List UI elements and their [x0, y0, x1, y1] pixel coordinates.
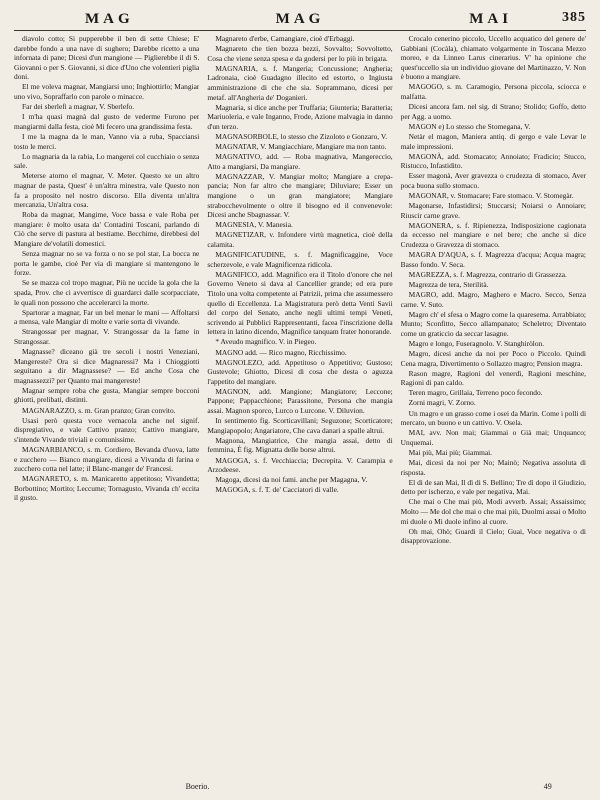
dictionary-entry: MAGNON, add. Mangione; Mangiatore; Leccone; Pappone; Pappacchione; Parassitone, Persona che mangia assai. Magnon sporco, Lurco o Lurcone. V. Diluvion. [207, 386, 393, 416]
dictionary-entry: Roba da magnar, Mangime, Voce bassa e vale Roba per mangiare: è molto usata da' Contadini Toscani, parlando di Ciò che serve di pastura al bestiame. Becchime, direbbesi del Mangiare de'volatili domestici. [14, 210, 200, 248]
dictionary-entry: Rason magre, Ragioni del venerdì, Ragioni meschine, Ragioni di pan caldo. [400, 368, 586, 388]
dictionary-entry: MAGNAZZAR, V. Mangiar molto; Mangiare a crepa-pancia; Non far altro che mangiare; Diluviare; Esser un mangione o un gran mangiatore; Mangiare strabocchevolmente o oltre il bisogno ed il convenevole: Dicesi anche Sbagnassar. V. [207, 171, 393, 220]
dictionary-entry: MAGNOLEZO, add. Appetitoso o Appetitivo; Gustoso; Gustevole; Ghiotto, Dicesi di cosa che desta o aguzza l'appetito del mangiare. [207, 357, 393, 386]
dictionary-entry: MAGON e) Lo stesso che Stomegana, V. [408, 121, 531, 131]
dictionary-entry: Usasi però questa voce vernacola anche nel signif. dispregiativo, e vale Cattivo pranzo; Cattivo mangiare, s'intende Vivande triviali e comunissime. [14, 415, 200, 444]
dictionary-entry: MAGOGO, s. m. Caramogio, Persona piccola, sciocca e malfatta. [400, 82, 586, 102]
dictionary-entry: MAGREZZA, s. f. Magrezza, contrario di Grassezza. [408, 269, 567, 279]
dictionary-entry: Magnasse? diceano già tre secoli i nostri Veneziani, Mangereste? Ora si dice Magnaressi? Ma i Chioggiotti seguitano a dir Magnassese? — Ed anche Cosa che magnassezzi? per Quanto mai mangereste! [14, 347, 200, 385]
dictionary-entry: MAGNATIVO, add. — Roba magnativa, Mangereccio, Atto a mangiarsi, Da mangiare. [207, 152, 393, 171]
dictionary-columns [14, 34, 586, 778]
running-head-right: MAI [469, 10, 513, 27]
dictionary-entry: MAI, avv. Non mai; Giammai o Già mai; Unquanco; Unquemai. [400, 428, 586, 447]
dictionary-entry: MAGNIFICATUDINE, s. f. Magnificaggine, Voce scherzevole, e vale Magnificenza ridicola. [207, 250, 393, 269]
dictionary-entry: Magro, dicesi anche da noi per Poco o Piccolo. Quindi Cena magra, Divertimento o Sollazzo magro; Pension magra. [400, 349, 586, 368]
dictionary-entry: Spartorar a magnar, Far un bel menar le mani — Affoltarsi a mensa, vale Mangiar di molte e varie sorta di vivande. [14, 307, 200, 327]
dictionary-entry: Mai, dicesi da noi per No; Mainò; Negativa assoluta di risposta. [400, 458, 586, 477]
page-footer [14, 782, 586, 794]
dictionary-entry: Esser magonà, Aver gravezza o crudezza di stomaco, Aver poca buona sullo stomaco. [400, 171, 586, 190]
dictionary-entry: Magnar sempre roba che gusta, Mangiar sempre bocconi ghiotti, prelibati, distinti. [14, 385, 200, 405]
dictionary-entry: MAGNARIA, s. f. Mangeria; Concussione; Angheria; Ladronaia, cioè Guadagno illecito ed estorto, o Ingiusta amministrazione di che che sia. Soprammano, dicesi per metaf. all'Angheria de' Doganieri. [207, 63, 393, 102]
dictionary-entry: MAGNARETO, s. m. Manicaretto appetitoso; Vivandetta; Borbottino; Mortito; Leccume; Tornagusto, Vivanda ch' eccita il gusto. [14, 474, 200, 503]
dictionary-entry: MAGOGA, s. f. Vecchiaccia; Decrepita. V. Carampia e Arzodeese. [207, 455, 393, 475]
dictionary-entry: MAGNATAR, V. Mangiacchiare, Mangiare ma non tanto. [215, 142, 387, 152]
dictionary-entry: Magnaria, si dice anche per Truffaria; Giunteria; Baratteria; Mariuoleria, e vale Inganno, Frode, Azione malvagia in danno d'un terzo. [207, 102, 393, 131]
dictionary-entry: I me la magna da le man, Vanno via a ruba, Spacciansi tosto le merci. [14, 131, 200, 151]
dictionary-entry: Dicesi ancora fam. nel sig. di Strano; Stolido; Goffo, detto per Agg. a uomo. [400, 102, 586, 121]
dictionary-entry: Oh mai, Ohò; Guardi il Cielo; Guai, Voce negativa o di disapprovazione. [400, 526, 586, 546]
dictionary-entry: diavolo cotto; Si pupperebbe il ben di sette Chiese; E' darebbe fondo a una nave di sughero; Darebbe ricetto a una infornata di pane; Dicesi d'un mangione — Piglierebbe il di S. Giovanni o per S. Giovanni, si dice d'Uno che volentieri piglia doni. [14, 34, 200, 82]
dictionary-entry: MAGNIFICO, add. Magnifico era il Titolo d'onore che nel Governo Veneto si dava al Cancellier grande; ed era pure Titolo una volta competente ai Patrizii, prima che assumessero quello di Eccellenza. La Magistratura però detta Venti Savii del corpo del Senato, anche negli ultimi tempi Veneti, scrivendo ai Pubblici Rappresentanti, facea l'inscrizione della lettera in latino dicendo, Magnifice tanquam frater honorande. [207, 269, 393, 337]
printer-signature: Boerio. [185, 782, 210, 791]
page-number: 385 [562, 10, 586, 25]
dictionary-entry: Lo magnaria da la rabia, Lo mangerei col cucchiaio o senza sale. [14, 151, 200, 171]
dictionary-entry: * Aveudo magnifico. V. in Piegeo. [215, 337, 317, 347]
dictionary-entry: Magrezza de tera, Sterilità. [408, 279, 489, 289]
dictionary-entry: Teren magro, Grillaia, Terreno poco fecondo. [408, 388, 543, 398]
dictionary-entry: MAGNARBIANCO, s. m. Cordiero, Bevanda d'uova, latte e zucchero — Bianco mangiare, dicesi a Vivanda di farina e zucchero cotta nel latte; il Blanc-manger de' Francesi. [14, 444, 200, 474]
page-header [14, 8, 586, 31]
dictionary-entry: El me voleva magnar, Mangiarsi uno; Inghiottirlo; Mangiar uno vivo, Sopraffarlo con parole o minacce. [14, 82, 200, 102]
dictionary-entry: Senza magnar no se va forza o no se pol star, La bocca ne porta le gambe, cioè Per via di mangiare si mantengono le forze. [14, 249, 200, 278]
dictionary-entry: MAGNASORBOLE, lo stesso che Zizoloto e Gonzaro, V. [215, 131, 388, 141]
dictionary-entry: MAGOGA, s. f. T. de' Cacciatori di valle. [215, 485, 339, 495]
dictionary-entry: MAGNESIA, V. Manesia. [215, 220, 293, 230]
dictionary-entry: I m'ha quasi magnà dal gusto de vederme Furono per mangiarmi dalla festa, cioè Mi fecero una grandissima festa. [14, 112, 200, 131]
dictionary-entry: Netàr el magon, Maniera antiq. di gergo e vale Levar le male impressioni. [400, 131, 586, 151]
dictionary-entry: MAGNO add. — Rico magno, Ricchissimo. [215, 347, 347, 357]
dictionary-entry: Zorni magri, V. Zorno. [408, 398, 476, 408]
dictionary-entry: MAGONÀ, add. Stomacato; Annoiato; Fradicio; Stucco, Ristucco, Infastidito. [400, 151, 586, 171]
dictionary-entry: Magnareto che tien bozza bezzi, Sovvalto; Sovvoltetto, Cosa che viene senza spesa e da godersi per lo più in brigata. [207, 44, 393, 63]
dictionary-entry: Magonarse, Infastidirsi; Stuccarsi; Noiarsi o Annoiare; Riuscir carne grave. [400, 201, 586, 220]
dictionary-entry: Magnareto d'erbe, Camangiare, cioè d'Erbaggi. [215, 34, 355, 43]
dictionary-entry: MAGONAR, v. Stomacare; Fare stomaco. V. Stomegàr. [408, 191, 574, 200]
dictionary-entry: MAGNETIZAR, v. Infondere virtù magnetica, cioè della calamita. [207, 230, 393, 249]
column-right [401, 34, 586, 778]
dictionary-entry: MAGRA D'AQUA, s. f. Magrezza d'acqua; Acqua magra; Basso fondo. V. Seca. [400, 250, 586, 269]
running-head-left: MAG [85, 10, 134, 27]
dictionary-entry: Magro e longo, Fuseragnolo. V. Stanghiròlon. [408, 338, 545, 348]
dictionary-entry: Strangossar per magnar, V. Strangossar da la fame in Strangossar. [14, 327, 200, 346]
sheet-number: 49 [543, 782, 552, 791]
dictionary-entry: Meterse atorno el magnar, V. Meter. Questo xe un altro magnar de pasta, Quest' è un'altra minestra, vale Questo non fa a proposito nel nostro discorso. Ella diventa un'altra mercanzia, Un'altra cosa. [14, 171, 200, 210]
dictionary-entry: Che mai o Che mai più, Modi avverb. Assai; Assaissimo; Molto — Me dol che mai o che mai più, Duolmi assai o Molto mi duole o Mi duole infino al cuore. [400, 497, 586, 526]
dictionary-entry: MAGONERA, s. f. Ripienezza, Indisposizione cagionata da eccesso nel mangiare e nel bere; che anche si dice Crudezza o Gravezza di stomaco. [400, 220, 586, 249]
dictionary-entry: Magro ch' el sfesa o Magro come la quaresema. Arrabbiato; Munto; Sconfitto, Secco allampanato; Scheletro; Diventato come un graticcio da seccar lasagne. [400, 309, 586, 338]
dictionary-entry: El di de san Mai, Il dì di S. Bellino; Tre dì dopo il Giudizio, detto per ischerzo, e vale per negativa, Mai. [400, 477, 586, 497]
column-left [14, 34, 199, 778]
dictionary-entry: Mai più, Mai più; Giammai. [408, 447, 492, 457]
dictionary-entry: Un magro e un grasso come i osei da Marin. Come i polli di mercato, un buono e un cattivo. V. Osela. [400, 408, 586, 428]
dictionary-entry: Magnona, Mangiatrice, Che mangia assai, detto di femmina, È fig. Mignatta delle borse altrui. [207, 435, 393, 455]
dictionary-entry: MAGNARAZZO, s. m. Gran pranzo; Gran convito. [22, 405, 176, 415]
dictionary-entry: In sentimento fig. Scorticavillani; Seguzone; Scorticatore; Mangiapopolo; Angariatore, Che cava danari a spalle altrui. [207, 416, 393, 435]
running-head-center: MAG [275, 10, 325, 27]
dictionary-entry: Far dei sberlefi a magnar, V. Sberlefo. [22, 102, 135, 112]
dictionary-entry: MAGRO, add. Magro, Maghero e Macro. Secco, Senza carne. V. Suto. [400, 289, 586, 309]
dictionary-entry: Se se mazza col tropo magnar, Più ne uccide la gola che la spada, Prov. che ci avvertisce di guardarci dalle scorpacciate, le quali non possono che accelerarci la morte. [14, 278, 200, 307]
column-middle [207, 34, 392, 778]
dictionary-entry: Magoga, dicesi da noi fami. anche per Magagna, V. [215, 475, 368, 485]
dictionary-entry: Crocalo cenerino piccolo, Uccello acquatico del genere de' Gabbiani (Cocàla), chiamato volgarmente in Toscana Mezzo moreo, e da Linneo Larus cinerarius. V' ha opinione che quest'uccello sia un individuo giovane del Martinazzo, V. Non è buono a mangiare. [400, 34, 586, 82]
